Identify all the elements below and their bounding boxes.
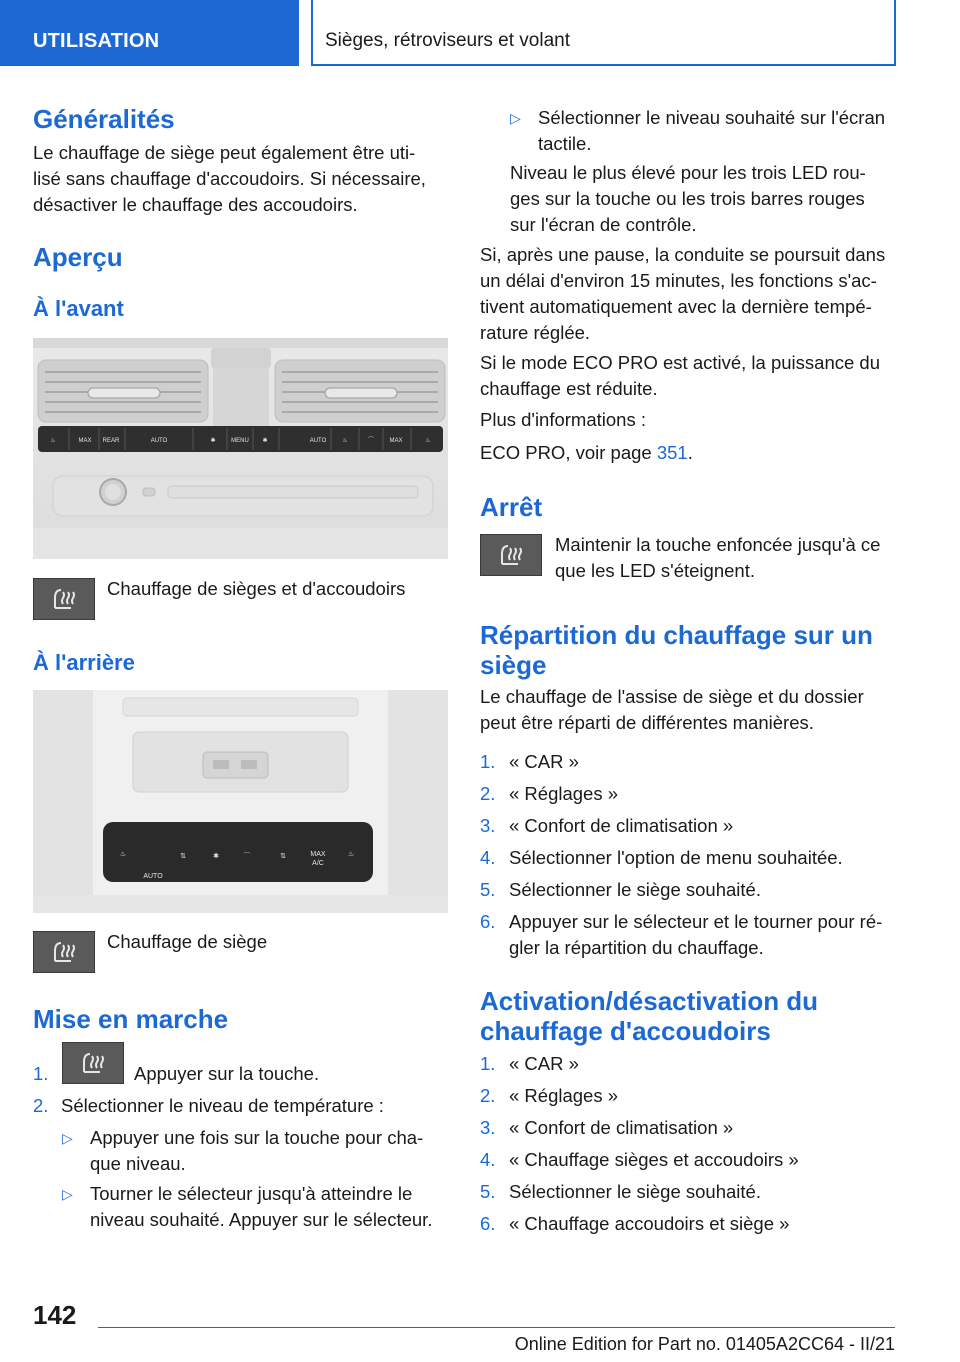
line: Répartition du chauffage sur un (480, 620, 873, 650)
svg-text:⌒: ⌒ (243, 853, 251, 860)
svg-text:AUTO: AUTO (309, 438, 327, 444)
line: sur l'écran de contrôle. (510, 214, 697, 235)
step-text: « Réglages » (509, 1085, 619, 1106)
seat-heating-icon (33, 578, 95, 620)
svg-text:MAX: MAX (389, 438, 403, 444)
svg-text:AUTO: AUTO (150, 438, 168, 444)
line: que niveau. (90, 1153, 186, 1174)
svg-text:MENU: MENU (231, 438, 249, 444)
line: Tourner le sélecteur jusqu'à atteindre le (90, 1183, 413, 1204)
step-number: 3. (480, 815, 496, 836)
chapter-title: Sièges, rétroviseurs et volant (325, 30, 571, 51)
paragraph-pause (480, 242, 885, 346)
line: Maintenir la touche enfoncée jusqu'à ce (555, 534, 881, 555)
step-number: 4. (480, 1149, 496, 1170)
step-number: 5. (480, 1181, 496, 1202)
step-text: Sélectionner le niveau de température : (61, 1095, 384, 1116)
svg-text:AUTO: AUTO (143, 873, 163, 880)
step-number: 2. (480, 783, 496, 804)
heading-apercu: Aperçu (33, 242, 123, 272)
svg-text:✱: ✱ (262, 438, 268, 444)
seat-heating-icon (62, 1042, 124, 1084)
step-text: gler la répartition du chauffage. (509, 937, 764, 958)
svg-text:MAX: MAX (310, 851, 326, 858)
step-text: « Chauffage sièges et accoudoirs » (509, 1149, 799, 1170)
period: . (687, 442, 693, 463)
bullet-triangle-icon: ▷ (62, 1186, 73, 1202)
svg-text:REAR: REAR (102, 438, 120, 444)
footer-edition: Online Edition for Part no. 01405A2CC64 - II/21 (514, 1334, 895, 1354)
svg-text:♨: ♨ (425, 438, 431, 444)
section-tab (0, 0, 299, 66)
svg-text:♨: ♨ (342, 438, 348, 444)
seat-heating-icon (33, 931, 95, 973)
eco-reference (480, 440, 693, 466)
step-text: « CAR » (509, 751, 579, 772)
svg-text:♨: ♨ (347, 851, 355, 858)
step-number: 1. (33, 1063, 49, 1084)
line: Appuyer une fois sur la touche pour cha- (90, 1127, 424, 1148)
step-text: Appuyer sur le sélecteur et le tourner pour ré- (509, 911, 883, 932)
step-number: 1. (480, 1053, 496, 1074)
step-text: Sélectionner le siège souhaité. (509, 1181, 761, 1202)
svg-text:✱: ✱ (213, 853, 219, 860)
step-text: « Confort de climatisation » (509, 815, 734, 836)
line: Niveau le plus élevé pour les trois LED rou- (510, 162, 866, 183)
bullet-triangle-icon: ▷ (510, 110, 521, 126)
bullet-text (90, 1181, 432, 1233)
bullet-text (538, 105, 885, 157)
svg-text:♨: ♨ (50, 438, 56, 444)
heading-arriere: À l'arrière (33, 650, 135, 675)
paragraph-arret (555, 532, 880, 584)
step-text: Sélectionner le siège souhaité. (509, 879, 761, 900)
line: Si le mode ECO PRO est activé, la puissance du (480, 352, 880, 373)
svg-text:⇅: ⇅ (180, 853, 186, 860)
line: peut être réparti de différentes manières. (480, 712, 814, 733)
footer-rule (98, 1327, 895, 1328)
line: désactiver le chauffage des accoudoirs. (33, 194, 358, 215)
svg-text:♨: ♨ (119, 851, 127, 858)
heading-avant: À l'avant (33, 296, 124, 321)
line: ges sur la touche ou les trois barres rouges (510, 188, 865, 209)
line: siège (480, 650, 547, 680)
step-text: Appuyer sur la touche. (134, 1063, 320, 1084)
step-text: « Réglages » (509, 783, 619, 804)
svg-text:✱: ✱ (210, 438, 216, 444)
step-number: 1. (480, 751, 496, 772)
paragraph-repartition (480, 684, 864, 736)
front-console-photo (33, 338, 448, 559)
bullet-triangle-icon: ▷ (62, 1130, 73, 1146)
heading-arret: Arrêt (480, 492, 543, 522)
line: lisé sans chauffage d'accoudoirs. Si nécessaire, (33, 168, 426, 189)
line: tactile. (538, 133, 592, 154)
step-number: 2. (33, 1095, 49, 1116)
page-number: 142 (33, 1300, 77, 1330)
step-text: « Chauffage accoudoirs et siège » (509, 1213, 790, 1234)
line: Le chauffage de l'assise de siège et du dossier (480, 686, 864, 707)
svg-text:⇅: ⇅ (280, 853, 286, 860)
step-text: « CAR » (509, 1053, 579, 1074)
step-text: « Confort de climatisation » (509, 1117, 734, 1138)
chapter-header (311, 0, 896, 66)
line: Si, après une pause, la conduite se poursuit dans (480, 244, 886, 265)
step-number: 6. (480, 911, 496, 932)
page-link[interactable]: 351 (656, 442, 688, 463)
step-number: 5. (480, 879, 496, 900)
seat-heating-icon (480, 534, 542, 576)
line: un délai d'environ 15 minutes, les fonctions s'ac- (480, 270, 877, 291)
rear-console-photo (33, 690, 448, 913)
svg-text:⌒: ⌒ (367, 438, 375, 444)
heading-mise-en-marche: Mise en marche (33, 1004, 229, 1034)
more-info: Plus d'informations : (480, 409, 646, 430)
paragraph-eco (480, 350, 880, 402)
step-number: 6. (480, 1213, 496, 1234)
line: tivent automatiquement avec la dernière tempé- (480, 296, 872, 317)
heading-activation (480, 986, 818, 1046)
eco-ref-text: ECO PRO, voir page (480, 442, 657, 463)
line: chauffage d'accoudoirs (480, 1016, 771, 1046)
paragraph-level (510, 160, 866, 238)
heading-generalites: Généralités (33, 104, 175, 134)
heading-repartition (480, 620, 873, 680)
line: rature réglée. (480, 322, 591, 343)
step-number: 2. (480, 1085, 496, 1106)
svg-text:MAX: MAX (78, 438, 92, 444)
svg-text:A/C: A/C (312, 860, 324, 867)
line: que les LED s'éteignent. (555, 560, 755, 581)
paragraph-generalites (33, 140, 426, 218)
line: Sélectionner le niveau souhaité sur l'écran (538, 107, 886, 128)
step-number: 4. (480, 847, 496, 868)
line: niveau souhaité. Appuyer sur le sélecteur. (90, 1209, 433, 1230)
line: Activation/désactivation du (480, 986, 819, 1016)
line: chauffage est réduite. (480, 378, 658, 399)
bullet-text (90, 1125, 423, 1177)
section-title: UTILISATION (33, 30, 160, 52)
caption-avant: Chauffage de sièges et d'accoudoirs (107, 578, 406, 599)
step-text: Sélectionner l'option de menu souhaitée. (509, 847, 843, 868)
caption-arriere: Chauffage de siège (107, 931, 268, 952)
step-number: 3. (480, 1117, 496, 1138)
line: Le chauffage de siège peut également être uti- (33, 142, 416, 163)
